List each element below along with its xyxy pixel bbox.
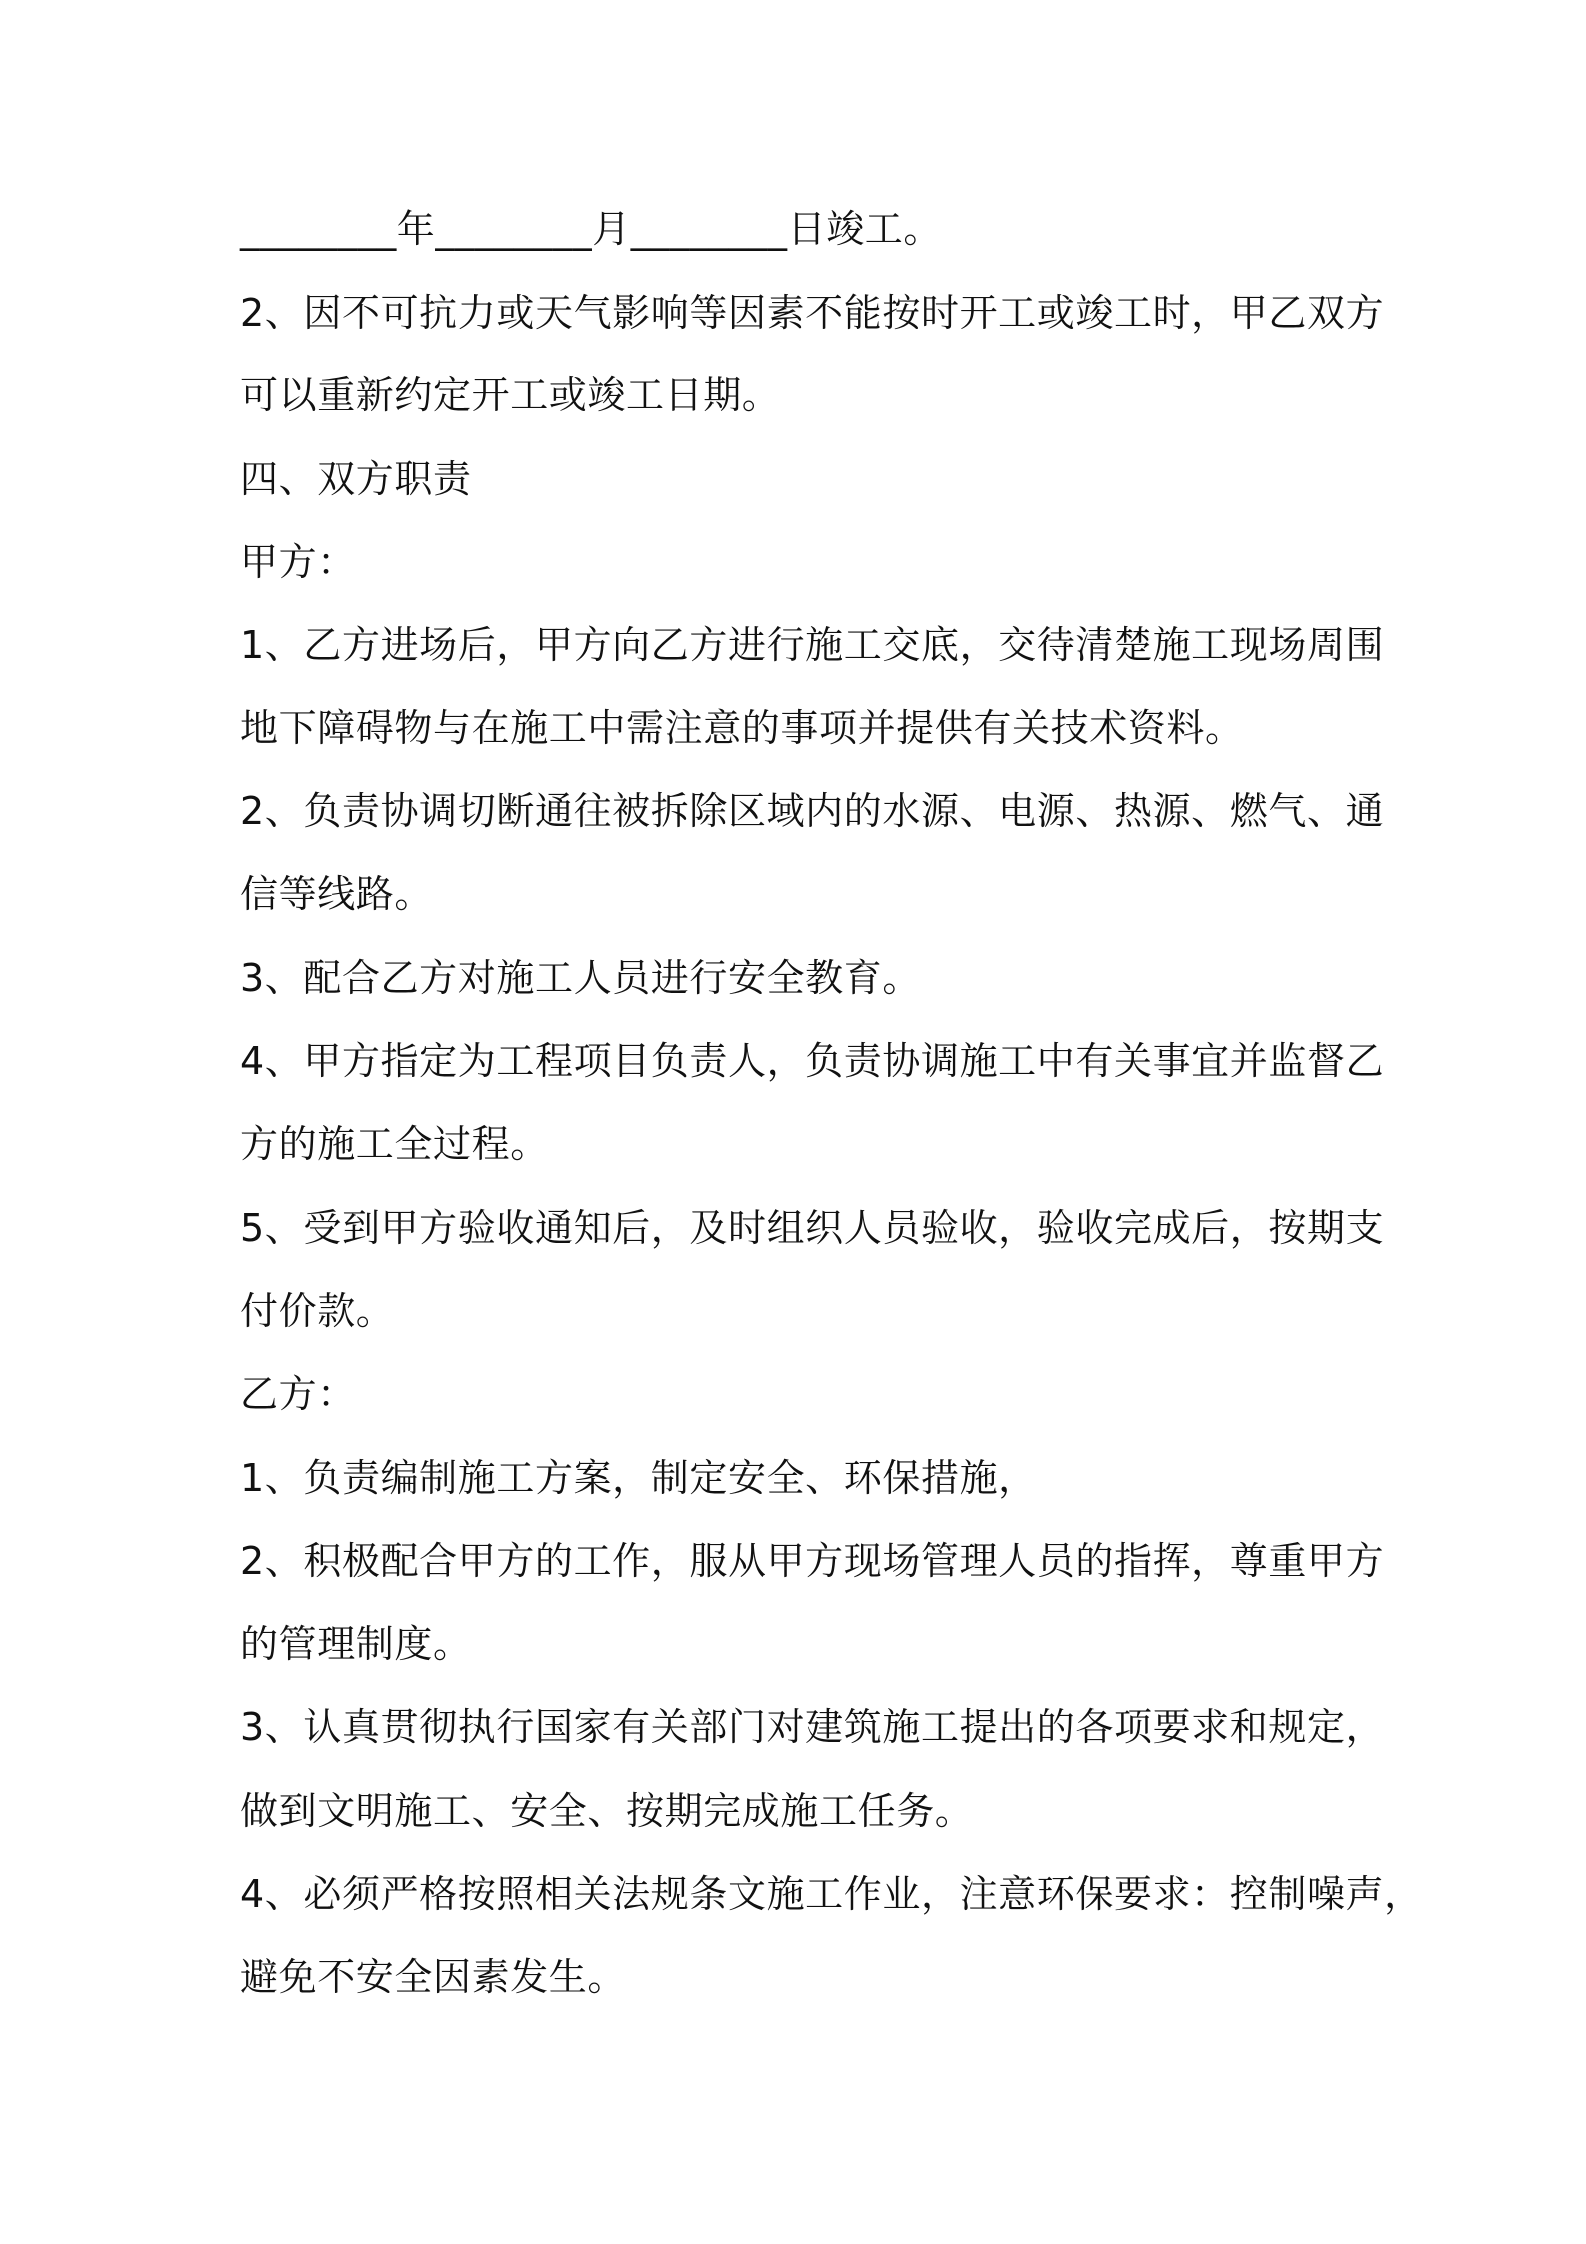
party-a-item-2-line-2: 信等线路。: [240, 872, 434, 916]
party-b-item-2-line-2: 的管理制度。: [240, 1622, 472, 1666]
party-b-item-2-line-1: 2、积极配合甲方的工作，服从甲方现场管理人员的指挥，尊重甲方: [240, 1539, 1385, 1583]
party-a-item-4-line-2: 方的施工全过程。: [240, 1122, 549, 1166]
party-a-item-4-line-1: 4、甲方指定为工程项目负责人，负责协调施工中有关事宜并监督乙: [240, 1039, 1385, 1083]
party-a-item-5-line-2: 付价款。: [240, 1289, 395, 1333]
clause-2-line-1: 2、因不可抗力或天气影响等因素不能按时开工或竣工时，甲乙双方: [240, 291, 1385, 335]
party-b-item-1: 1、负责编制施工方案，制定安全、环保措施，: [240, 1456, 1037, 1500]
party-b-item-4-line-1: 4、必须严格按照相关法规条文施工作业，注意环保要求：控制噪声，: [240, 1872, 1423, 1916]
party-b-item-3-line-2: 做到文明施工、安全、按期完成施工任务。: [240, 1789, 974, 1833]
clause-2-line-2: 可以重新约定开工或竣工日期。: [240, 373, 781, 417]
party-b-heading: 乙方：: [240, 1372, 356, 1416]
party-b-item-3-line-1: 3、认真贯彻执行国家有关部门对建筑施工提出的各项要求和规定，: [240, 1705, 1385, 1749]
party-a-item-1-line-1: 1、乙方进场后，甲方向乙方进行施工交底，交待清楚施工现场周围: [240, 623, 1385, 667]
party-a-item-5-line-1: 5、受到甲方验收通知后，及时组织人员验收，验收完成后，按期支: [240, 1206, 1385, 1250]
party-b-item-4-line-2: 避免不安全因素发生。: [240, 1955, 627, 1999]
party-a-heading: 甲方：: [240, 540, 356, 584]
section-heading-duties: 四、双方职责: [240, 457, 472, 501]
party-a-item-1-line-2: 地下障碍物与在施工中需注意的事项并提供有关技术资料。: [240, 706, 1244, 750]
completion-date-line: ________年________月________日竣工。: [240, 207, 943, 251]
party-a-item-2-line-1: 2、负责协调切断通往被拆除区域内的水源、电源、热源、燃气、通: [240, 789, 1385, 833]
party-a-item-3: 3、配合乙方对施工人员进行安全教育。: [240, 956, 921, 1000]
